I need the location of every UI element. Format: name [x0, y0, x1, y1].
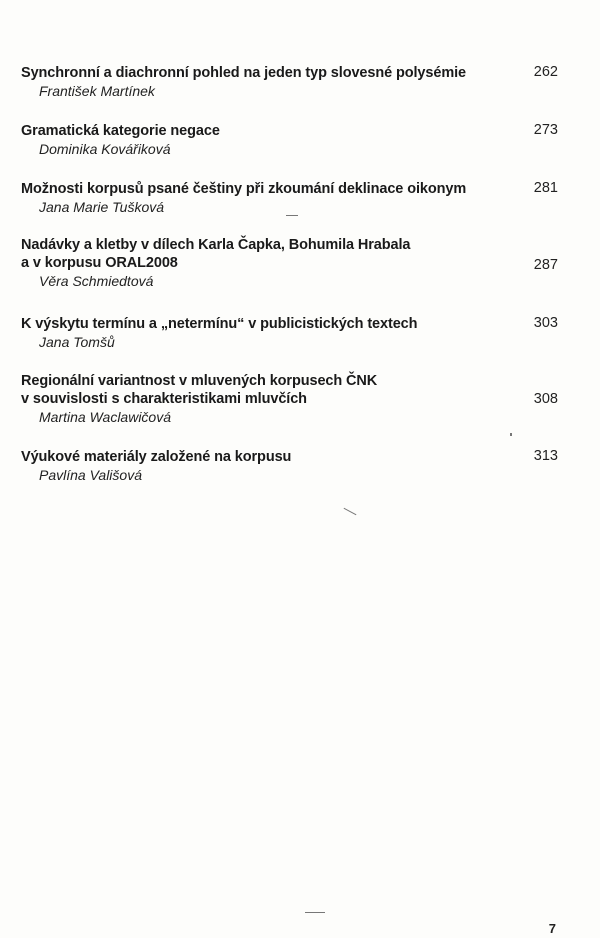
entry-title: Synchronní a diachronní pohled na jeden typ slovesné polysémie — [21, 65, 467, 81]
entry-author: Pavlína Vališová — [39, 467, 142, 483]
toc-entry — [21, 236, 566, 315]
toc-entry — [21, 180, 566, 236]
entry-author: Věra Schmiedtová — [39, 273, 154, 289]
entry-author: Jana Marie Tušková — [39, 199, 165, 215]
entry-title: Gramatická kategorie negace — [21, 123, 220, 139]
toc-entry — [21, 315, 566, 372]
entry-title: K výskytu termínu a „netermínu“ v publicistických textech — [21, 316, 418, 332]
entry-page-number: 287 — [533, 257, 558, 273]
entry-title: Nadávky a kletby v dílech Karla Čapka, Bohumila Hrabala — [21, 237, 411, 253]
entry-title: v souvislosti s charakteristikami mluvčích — [21, 391, 307, 407]
entry-page-number: 281 — [533, 180, 558, 196]
entry-author: František Martínek — [39, 83, 155, 99]
scan-speck — [510, 433, 512, 436]
entry-page-number: 303 — [533, 315, 558, 331]
entry-page-number: 308 — [533, 391, 558, 407]
page-number: 7 — [548, 921, 556, 936]
toc-entry — [21, 372, 566, 448]
scan-speck — [305, 912, 325, 913]
entry-author: Dominika Kovářiková — [39, 141, 171, 157]
entry-title: a v korpusu ORAL2008 — [21, 255, 178, 271]
entry-title: Možnosti korpusů psané češtiny při zkoumání deklinace oikonym — [21, 181, 467, 197]
toc-entry — [21, 448, 566, 488]
entry-page-number: 313 — [533, 448, 558, 464]
table-of-contents — [21, 64, 566, 488]
scan-speck — [344, 508, 357, 515]
entry-title: Regionální variantnost v mluvených korpusech ČNK — [21, 373, 378, 389]
entry-page-number: 262 — [533, 64, 558, 80]
entry-author: Jana Tomšů — [39, 334, 115, 350]
entry-page-number: 273 — [533, 122, 558, 138]
scan-speck — [286, 215, 298, 216]
toc-entry — [21, 122, 566, 180]
toc-entry — [21, 64, 566, 122]
entry-author: Martina Waclawičová — [39, 409, 172, 425]
entry-title: Výukové materiály založené na korpusu — [21, 449, 292, 465]
